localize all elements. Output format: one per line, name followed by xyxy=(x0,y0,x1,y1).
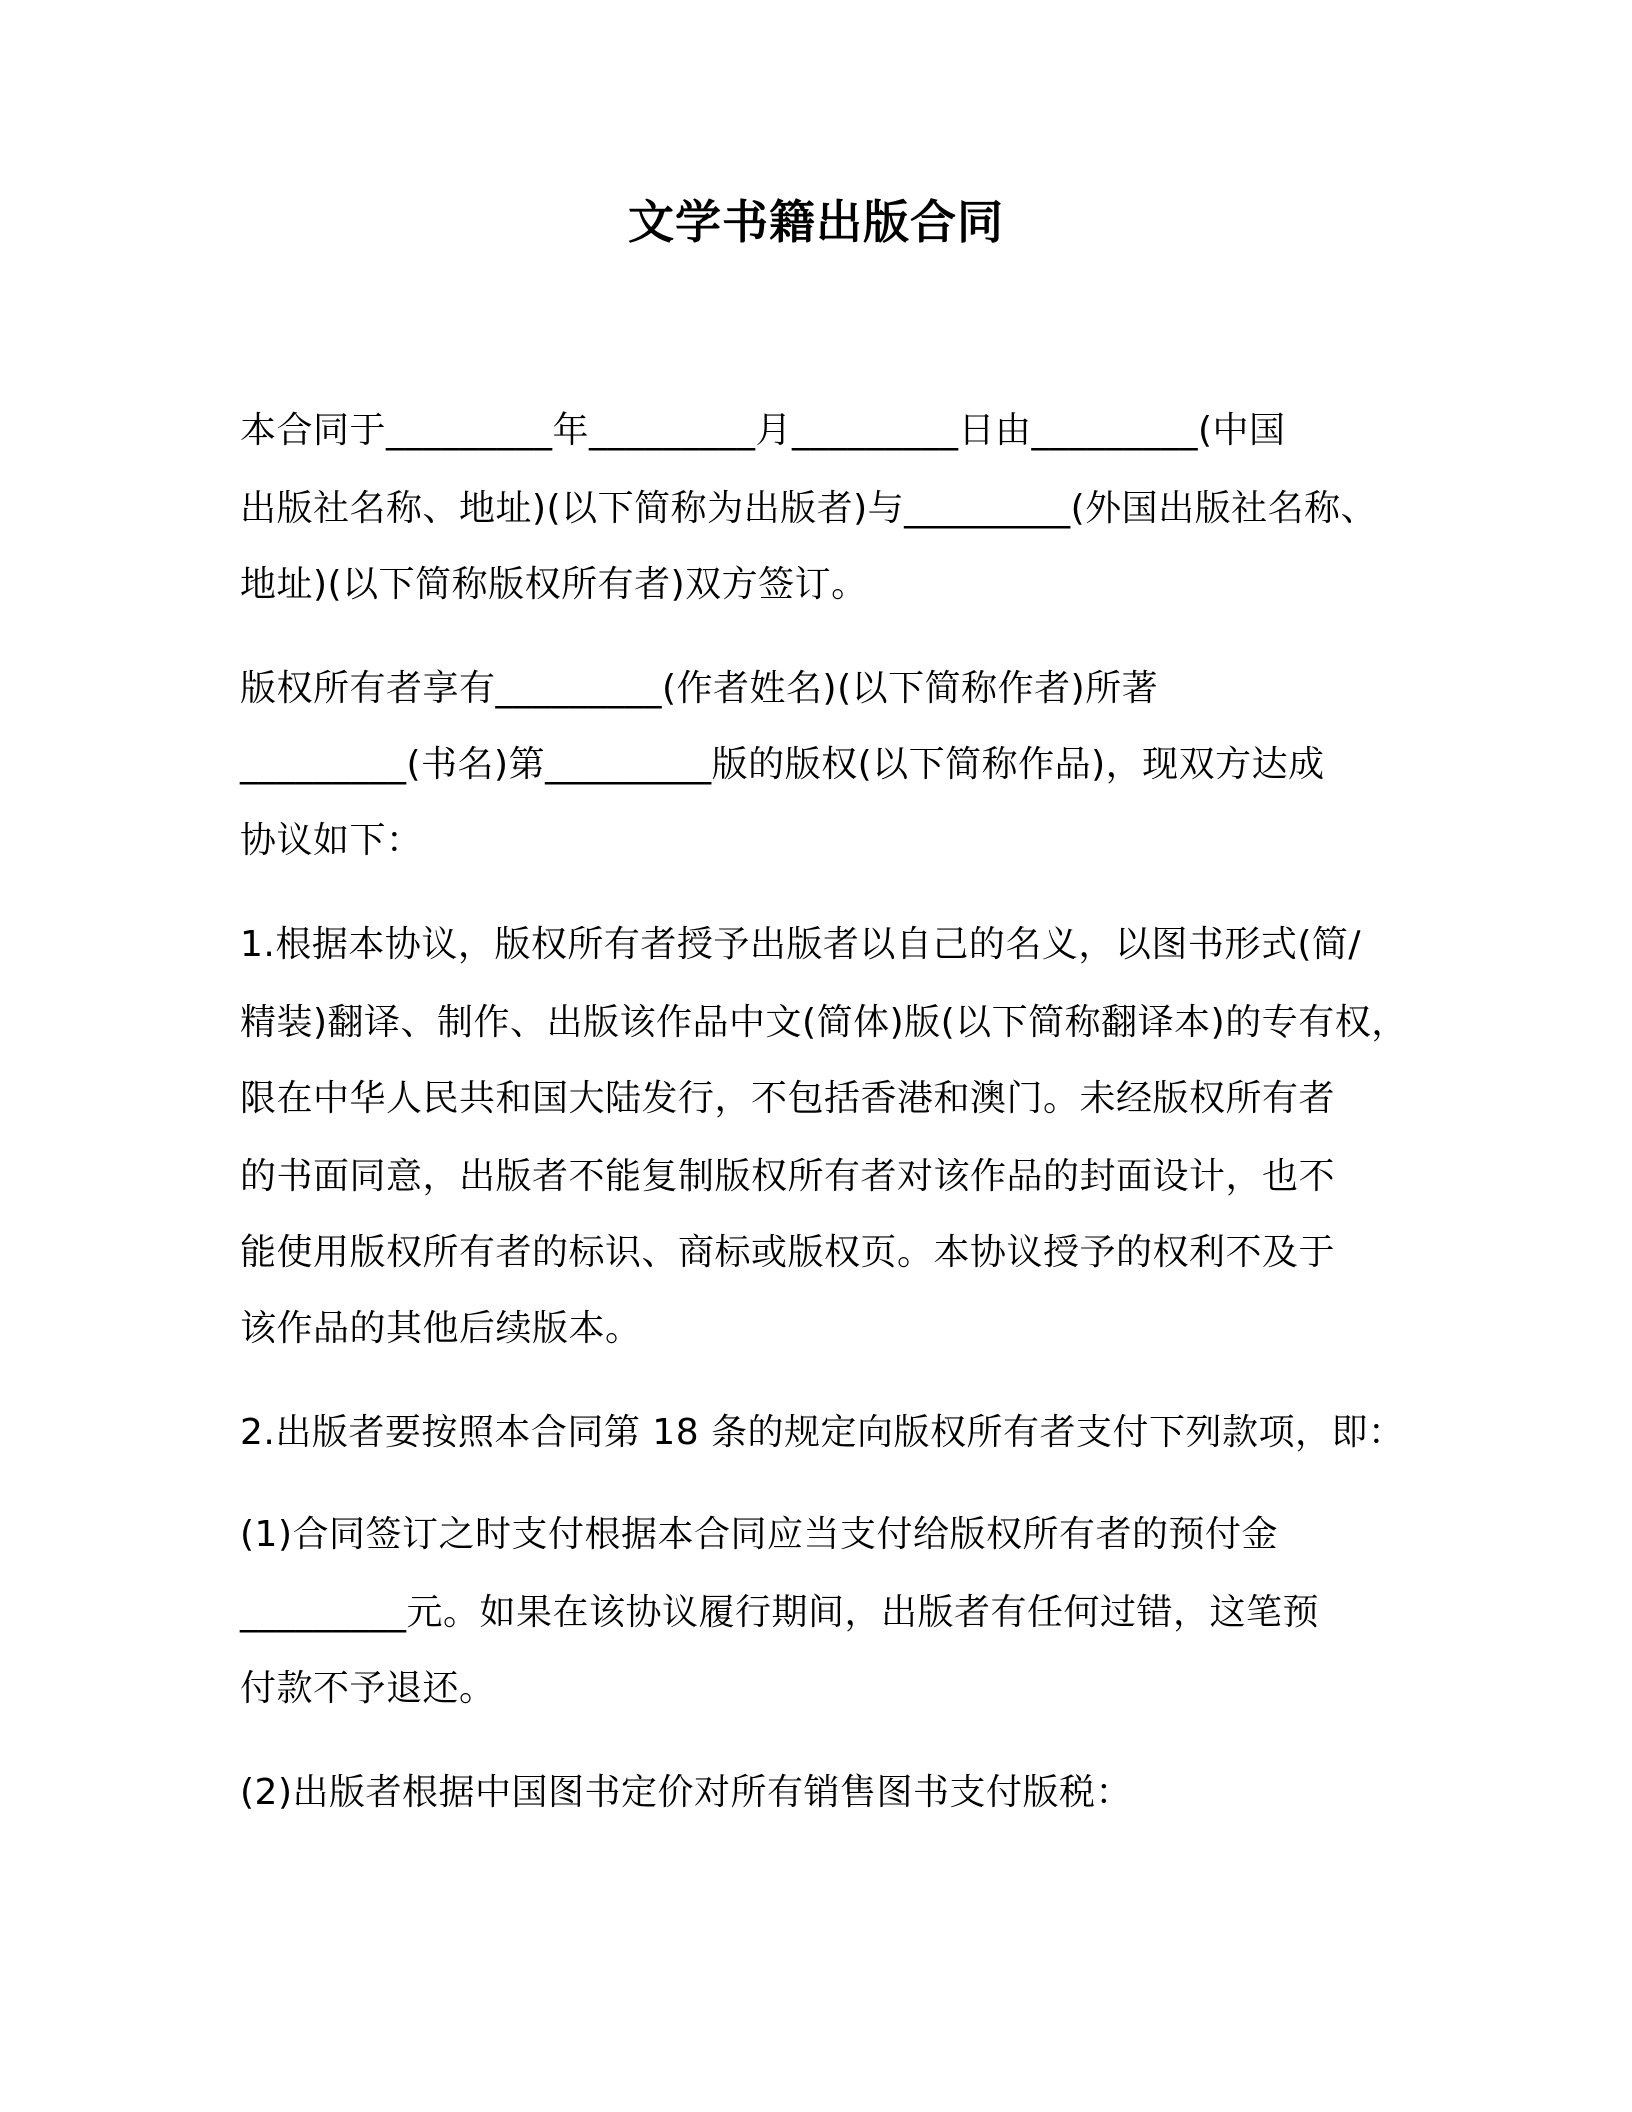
paragraph-line: 版权所有者享有_________(作者姓名)(以下简称作者)所著 xyxy=(240,668,1159,709)
clause-line: (2)出版者根据中国图书定价对所有销售图书支付版税： xyxy=(240,1772,1132,1813)
clause-line: 限在中华人民共和国大陆发行，不包括香港和澳门。未经版权所有者 xyxy=(240,1078,1336,1119)
clause-line: 付款不予退还。 xyxy=(240,1668,496,1709)
paragraph-line: 地址)(以下简称版权所有者)双方签订。 xyxy=(240,564,868,605)
clause-line: 精装)翻译、制作、出版该作品中文(简体)版(以下简称翻译本)的专有权， xyxy=(240,1002,1408,1043)
paragraph-line: _________(书名)第_________版的版权(以下简称作品)，现双方达成 xyxy=(240,744,1325,785)
paragraph-line: 协议如下： xyxy=(240,820,423,861)
clause-line: 该作品的其他后续版本。 xyxy=(240,1308,642,1349)
clause-line: (1)合同签订之时支付根据本合同应当支付给版权所有者的预付金 xyxy=(240,1514,1278,1555)
clause-line: 2.出版者要按照本合同第 18 条的规定向版权所有者支付下列款项，即： xyxy=(240,1412,1405,1453)
paragraph-line: 出版社名称、地址)(以下简称为出版者)与_________(外国出版社名称、 xyxy=(240,488,1378,529)
clause-line: 能使用版权所有者的标识、商标或版权页。本协议授予的权利不及于 xyxy=(240,1232,1336,1273)
clause-line: 1.根据本协议，版权所有者授予出版者以自己的名义，以图书形式(简/ xyxy=(240,924,1362,965)
document-title: 文学书籍出版合同 xyxy=(628,195,1004,249)
clause-line: _________元。如果在该协议履行期间，出版者有任何过错，这笔预 xyxy=(240,1592,1320,1633)
clause-line: 的书面同意，出版者不能复制版权所有者对该作品的封面设计，也不 xyxy=(240,1156,1336,1197)
paragraph-line: 本合同于_________年_________月_________日由_________(中国 xyxy=(240,410,1286,451)
